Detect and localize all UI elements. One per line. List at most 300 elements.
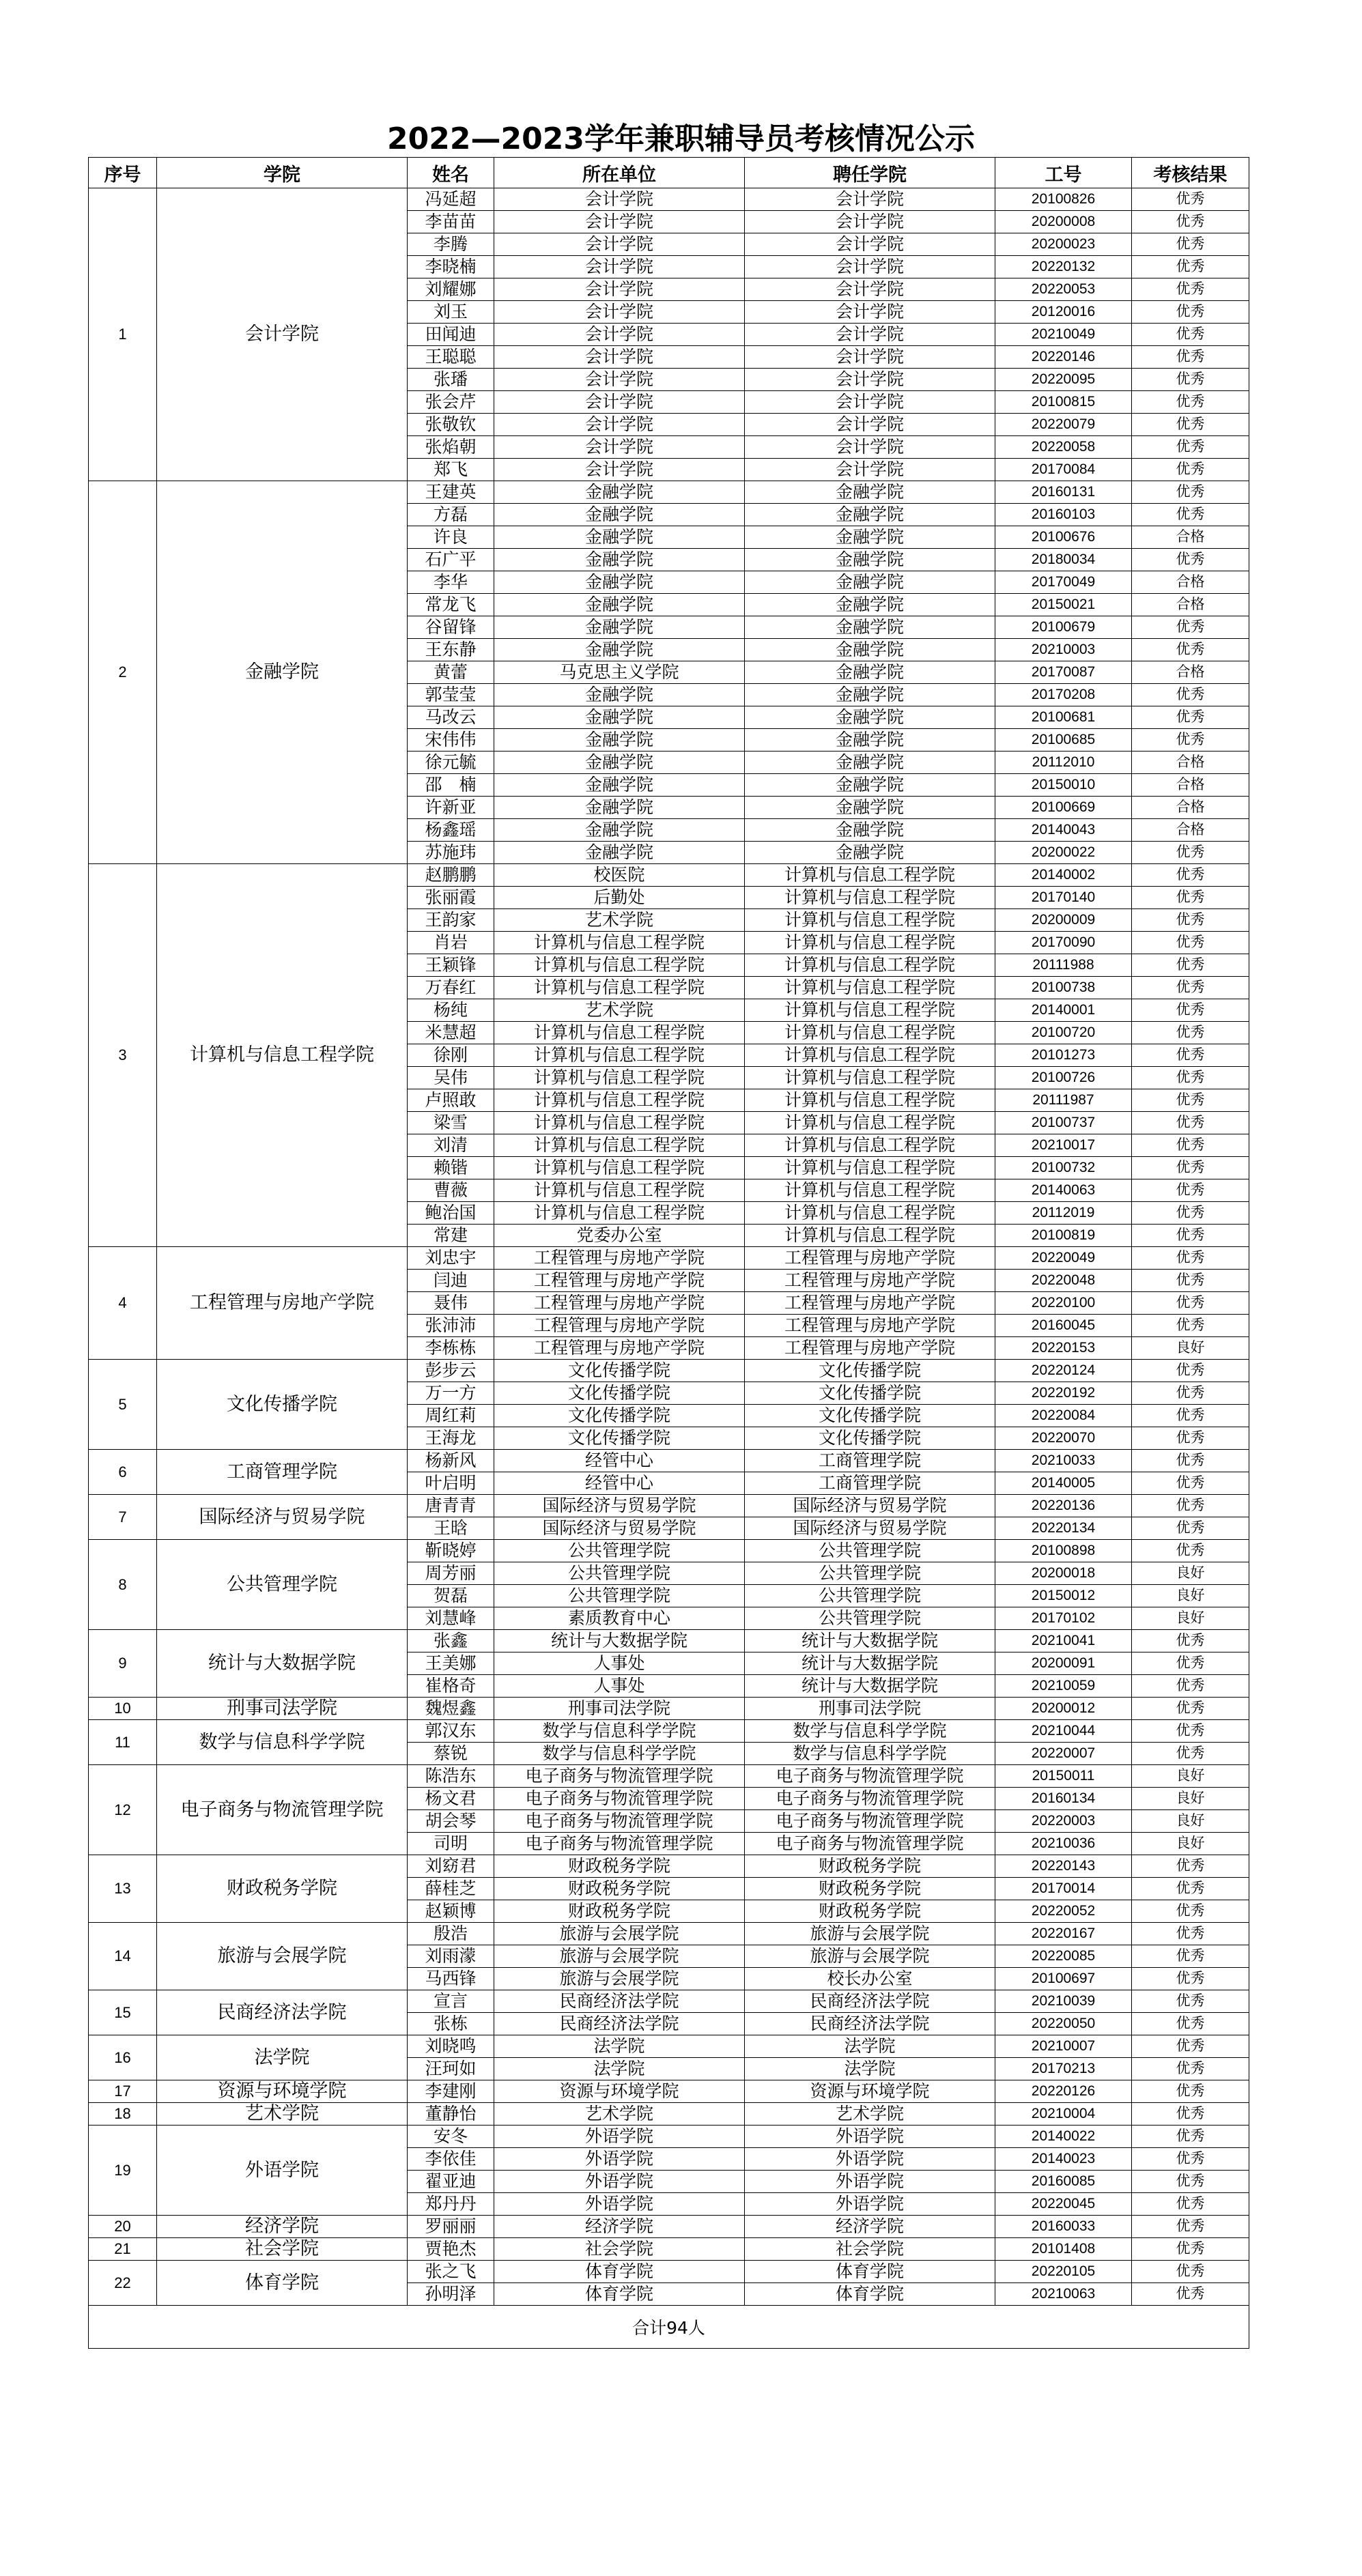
table-row [89,864,1249,887]
cell-seq: 20 [89,2216,157,2238]
cell-unit: 工程管理与房地产学院 [494,1337,745,1360]
cell-name: 苏施玮 [408,842,494,864]
cell-result: 优秀 [1132,1134,1249,1157]
cell-seq: 10 [89,1698,157,1720]
cell-result: 优秀 [1132,954,1249,977]
cell-result: 优秀 [1132,1720,1249,1743]
cell-staff-id: 20100685 [995,729,1132,752]
cell-staff-id: 20220167 [995,1923,1132,1945]
cell-unit: 统计与大数据学院 [494,1630,745,1652]
cell-name: 叶启明 [408,1472,494,1495]
cell-result: 优秀 [1132,1427,1249,1450]
cell-name: 张丽霞 [408,887,494,909]
cell-appointed-college: 计算机与信息工程学院 [745,999,995,1022]
cell-unit: 金融学院 [494,774,745,797]
cell-staff-id: 20150011 [995,1765,1132,1788]
cell-appointed-college: 统计与大数据学院 [745,1630,995,1652]
cell-appointed-college: 金融学院 [745,842,995,864]
cell-name: 董静怡 [408,2103,494,2126]
cell-name: 许新亚 [408,797,494,819]
cell-staff-id: 20210017 [995,1134,1132,1157]
cell-staff-id: 20220079 [995,414,1132,436]
cell-name: 胡会琴 [408,1810,494,1833]
cell-seq: 3 [89,864,157,1247]
table-row [89,2126,1249,2148]
cell-name: 闫迪 [408,1270,494,1292]
cell-staff-id: 20101273 [995,1044,1132,1067]
cell-name: 杨新风 [408,1450,494,1472]
cell-name: 李华 [408,571,494,594]
cell-staff-id: 20220058 [995,436,1132,459]
cell-staff-id: 20150010 [995,774,1132,797]
cell-appointed-college: 会计学院 [745,346,995,369]
cell-staff-id: 20100720 [995,1022,1132,1044]
cell-appointed-college: 金融学院 [745,549,995,571]
cell-college: 刑事司法学院 [157,1698,408,1720]
cell-appointed-college: 电子商务与物流管理学院 [745,1788,995,1810]
cell-result: 优秀 [1132,459,1249,481]
cell-appointed-college: 金融学院 [745,819,995,842]
cell-appointed-college: 计算机与信息工程学院 [745,1134,995,1157]
cell-result: 优秀 [1132,2013,1249,2035]
cell-appointed-college: 文化传播学院 [745,1360,995,1382]
cell-staff-id: 20100815 [995,391,1132,414]
cell-unit: 会计学院 [494,414,745,436]
cell-seq: 12 [89,1765,157,1855]
cell-unit: 金融学院 [494,549,745,571]
cell-name: 常龙飞 [408,594,494,616]
cell-result: 合格 [1132,797,1249,819]
cell-result: 优秀 [1132,2058,1249,2080]
cell-seq: 18 [89,2103,157,2126]
cell-unit: 计算机与信息工程学院 [494,1157,745,1179]
cell-staff-id: 20220053 [995,278,1132,301]
cell-unit: 文化传播学院 [494,1405,745,1427]
cell-appointed-college: 资源与环境学院 [745,2080,995,2103]
cell-unit: 计算机与信息工程学院 [494,1089,745,1112]
cell-result: 优秀 [1132,1517,1249,1540]
table-row [89,1765,1249,1788]
cell-staff-id: 20170084 [995,459,1132,481]
cell-appointed-college: 计算机与信息工程学院 [745,887,995,909]
cell-appointed-college: 工程管理与房地产学院 [745,1315,995,1337]
cell-result: 良好 [1132,1788,1249,1810]
cell-college: 经济学院 [157,2216,408,2238]
cell-appointed-college: 会计学院 [745,369,995,391]
cell-staff-id: 20160103 [995,504,1132,526]
table-row [89,1720,1249,1743]
cell-name: 米慧超 [408,1022,494,1044]
cell-result: 优秀 [1132,1360,1249,1382]
cell-result: 优秀 [1132,278,1249,301]
cell-result: 良好 [1132,1810,1249,1833]
cell-unit: 电子商务与物流管理学院 [494,1833,745,1855]
cell-appointed-college: 计算机与信息工程学院 [745,932,995,954]
cell-staff-id: 20112010 [995,752,1132,774]
cell-name: 张璠 [408,369,494,391]
table-row [89,2216,1249,2238]
cell-appointed-college: 金融学院 [745,616,995,639]
cell-name: 李栋栋 [408,1337,494,1360]
cell-result: 良好 [1132,1562,1249,1585]
cell-staff-id: 20140005 [995,1472,1132,1495]
cell-unit: 体育学院 [494,2261,745,2283]
cell-unit: 艺术学院 [494,2103,745,2126]
document-title: 2022—2023学年兼职辅导员考核情况公示 [387,121,975,156]
cell-staff-id: 20170140 [995,887,1132,909]
cell-staff-id: 20200012 [995,1698,1132,1720]
cell-unit: 金融学院 [494,526,745,549]
total-row [89,2306,1249,2349]
cell-name: 靳晓婷 [408,1540,494,1562]
cell-name: 刘玉 [408,301,494,324]
cell-result: 合格 [1132,661,1249,684]
cell-result: 良好 [1132,1833,1249,1855]
cell-staff-id: 20180034 [995,549,1132,571]
cell-college: 外语学院 [157,2126,408,2216]
cell-appointed-college: 计算机与信息工程学院 [745,1112,995,1134]
cell-name: 李苗苗 [408,211,494,233]
cell-result: 优秀 [1132,1315,1249,1337]
cell-appointed-college: 金融学院 [745,481,995,504]
cell-unit: 文化传播学院 [494,1427,745,1450]
cell-unit: 电子商务与物流管理学院 [494,1788,745,1810]
table-row [89,2238,1249,2261]
table-row [89,1698,1249,1720]
cell-name: 郑丹丹 [408,2193,494,2216]
cell-unit: 数学与信息科学学院 [494,1743,745,1765]
cell-staff-id: 20112019 [995,1202,1132,1225]
cell-staff-id: 20200018 [995,1562,1132,1585]
cell-appointed-college: 金融学院 [745,526,995,549]
cell-staff-id: 20220100 [995,1292,1132,1315]
cell-unit: 计算机与信息工程学院 [494,1179,745,1202]
cell-result: 优秀 [1132,1900,1249,1923]
cell-result: 优秀 [1132,2148,1249,2171]
cell-unit: 刑事司法学院 [494,1698,745,1720]
cell-staff-id: 20220095 [995,369,1132,391]
cell-college: 法学院 [157,2035,408,2080]
cell-name: 刘清 [408,1134,494,1157]
cell-unit: 旅游与会展学院 [494,1923,745,1945]
cell-appointed-college: 金融学院 [745,504,995,526]
cell-result: 优秀 [1132,932,1249,954]
cell-appointed-college: 会计学院 [745,256,995,278]
cell-result: 优秀 [1132,1878,1249,1900]
header-row [89,158,1249,188]
cell-appointed-college: 财政税务学院 [745,1878,995,1900]
cell-name: 肖岩 [408,932,494,954]
cell-appointed-college: 旅游与会展学院 [745,1923,995,1945]
cell-unit: 金融学院 [494,684,745,706]
header-unit: 所在单位 [494,158,745,188]
cell-name: 罗丽丽 [408,2216,494,2238]
cell-unit: 财政税务学院 [494,1855,745,1878]
cell-appointed-college: 会计学院 [745,188,995,211]
cell-staff-id: 20101408 [995,2238,1132,2261]
cell-college: 数学与信息科学学院 [157,1720,408,1765]
cell-appointed-college: 计算机与信息工程学院 [745,909,995,932]
cell-unit: 法学院 [494,2058,745,2080]
cell-unit: 素质教育中心 [494,1607,745,1630]
cell-name: 司明 [408,1833,494,1855]
cell-staff-id: 20170014 [995,1878,1132,1900]
cell-name: 王颖锋 [408,954,494,977]
cell-name: 翟亚迪 [408,2171,494,2193]
cell-name: 张敬钦 [408,414,494,436]
cell-name: 张会芹 [408,391,494,414]
cell-result: 优秀 [1132,346,1249,369]
cell-unit: 会计学院 [494,278,745,301]
cell-staff-id: 20210007 [995,2035,1132,2058]
cell-unit: 会计学院 [494,211,745,233]
cell-staff-id: 20140043 [995,819,1132,842]
cell-seq: 16 [89,2035,157,2080]
cell-result: 优秀 [1132,1743,1249,1765]
cell-appointed-college: 金融学院 [745,797,995,819]
cell-name: 常建 [408,1225,494,1247]
cell-name: 李晓楠 [408,256,494,278]
cell-seq: 21 [89,2238,157,2261]
cell-staff-id: 20210036 [995,1833,1132,1855]
cell-unit: 会计学院 [494,188,745,211]
cell-college: 工商管理学院 [157,1450,408,1495]
cell-unit: 金融学院 [494,616,745,639]
cell-appointed-college: 国际经济与贸易学院 [745,1517,995,1540]
cell-appointed-college: 经济学院 [745,2216,995,2238]
table-row [89,1450,1249,1472]
cell-result: 优秀 [1132,1067,1249,1089]
cell-appointed-college: 电子商务与物流管理学院 [745,1765,995,1788]
cell-appointed-college: 工程管理与房地产学院 [745,1247,995,1270]
cell-result: 优秀 [1132,2238,1249,2261]
cell-staff-id: 20220085 [995,1945,1132,1968]
table-row [89,1923,1249,1945]
header-appointed-college: 聘任学院 [745,158,995,188]
cell-name: 万一方 [408,1382,494,1405]
cell-staff-id: 20220192 [995,1382,1132,1405]
cell-staff-id: 20170208 [995,684,1132,706]
cell-appointed-college: 文化传播学院 [745,1382,995,1405]
cell-result: 优秀 [1132,1202,1249,1225]
cell-name: 魏煜鑫 [408,1698,494,1720]
cell-result: 优秀 [1132,909,1249,932]
cell-name: 赵颖博 [408,1900,494,1923]
header-result: 考核结果 [1132,158,1249,188]
cell-unit: 会计学院 [494,324,745,346]
cell-result: 优秀 [1132,639,1249,661]
cell-appointed-college: 金融学院 [745,594,995,616]
cell-unit: 计算机与信息工程学院 [494,1134,745,1157]
cell-appointed-college: 计算机与信息工程学院 [745,1225,995,1247]
cell-result: 优秀 [1132,684,1249,706]
cell-name: 安冬 [408,2126,494,2148]
cell-name: 王东静 [408,639,494,661]
cell-appointed-college: 校长办公室 [745,1968,995,1990]
cell-staff-id: 20111988 [995,954,1132,977]
cell-staff-id: 20200009 [995,909,1132,932]
cell-name: 李依佳 [408,2148,494,2171]
cell-seq: 5 [89,1360,157,1450]
cell-unit: 文化传播学院 [494,1382,745,1405]
cell-staff-id: 20220050 [995,2013,1132,2035]
table-row [89,2103,1249,2126]
cell-unit: 会计学院 [494,256,745,278]
cell-unit: 经济学院 [494,2216,745,2238]
cell-name: 薛桂芝 [408,1878,494,1900]
cell-result: 优秀 [1132,1225,1249,1247]
cell-name: 孙明泽 [408,2283,494,2306]
cell-unit: 金融学院 [494,819,745,842]
table-row [89,1247,1249,1270]
cell-unit: 校医院 [494,864,745,887]
cell-seq: 9 [89,1630,157,1698]
cell-result: 优秀 [1132,2126,1249,2148]
cell-unit: 体育学院 [494,2283,745,2306]
cell-unit: 计算机与信息工程学院 [494,954,745,977]
cell-name: 赖锴 [408,1157,494,1179]
cell-seq: 4 [89,1247,157,1360]
cell-result: 优秀 [1132,324,1249,346]
cell-appointed-college: 法学院 [745,2058,995,2080]
cell-result: 优秀 [1132,887,1249,909]
cell-appointed-college: 公共管理学院 [745,1540,995,1562]
cell-name: 张栋 [408,2013,494,2035]
cell-appointed-college: 会计学院 [745,324,995,346]
table-row [89,188,1249,211]
cell-unit: 旅游与会展学院 [494,1968,745,1990]
cell-staff-id: 20100679 [995,616,1132,639]
cell-result: 优秀 [1132,999,1249,1022]
cell-unit: 会计学院 [494,369,745,391]
cell-staff-id: 20220124 [995,1360,1132,1382]
cell-name: 刘忠宇 [408,1247,494,1270]
cell-result: 优秀 [1132,414,1249,436]
cell-appointed-college: 文化传播学院 [745,1427,995,1450]
cell-staff-id: 20210049 [995,324,1132,346]
cell-result: 优秀 [1132,1968,1249,1990]
cell-staff-id: 20210004 [995,2103,1132,2126]
cell-college: 计算机与信息工程学院 [157,864,408,1247]
cell-appointed-college: 金融学院 [745,661,995,684]
cell-college: 财政税务学院 [157,1855,408,1923]
cell-unit: 计算机与信息工程学院 [494,1022,745,1044]
cell-appointed-college: 金融学院 [745,706,995,729]
cell-college: 金融学院 [157,481,408,864]
cell-result: 优秀 [1132,436,1249,459]
cell-name: 黄蕾 [408,661,494,684]
cell-seq: 8 [89,1540,157,1630]
cell-name: 王美娜 [408,1652,494,1675]
cell-appointed-college: 工商管理学院 [745,1450,995,1472]
cell-appointed-college: 财政税务学院 [745,1855,995,1878]
cell-result: 优秀 [1132,2171,1249,2193]
cell-appointed-college: 电子商务与物流管理学院 [745,1833,995,1855]
table-row [89,2080,1249,2103]
cell-staff-id: 20220146 [995,346,1132,369]
cell-staff-id: 20100732 [995,1157,1132,1179]
cell-result: 优秀 [1132,1652,1249,1675]
cell-result: 优秀 [1132,2283,1249,2306]
cell-unit: 会计学院 [494,436,745,459]
cell-name: 贺磊 [408,1585,494,1607]
cell-result: 优秀 [1132,1179,1249,1202]
cell-unit: 财政税务学院 [494,1900,745,1923]
cell-result: 优秀 [1132,2035,1249,2058]
cell-staff-id: 20100819 [995,1225,1132,1247]
cell-staff-id: 20111987 [995,1089,1132,1112]
cell-result: 优秀 [1132,706,1249,729]
cell-unit: 电子商务与物流管理学院 [494,1765,745,1788]
cell-staff-id: 20210003 [995,639,1132,661]
cell-result: 优秀 [1132,2193,1249,2216]
cell-appointed-college: 会计学院 [745,278,995,301]
cell-staff-id: 20210033 [995,1450,1132,1472]
cell-appointed-college: 刑事司法学院 [745,1698,995,1720]
cell-college: 旅游与会展学院 [157,1923,408,1990]
cell-staff-id: 20140002 [995,864,1132,887]
cell-name: 郭莹莹 [408,684,494,706]
cell-unit: 艺术学院 [494,999,745,1022]
cell-staff-id: 20160045 [995,1315,1132,1337]
cell-appointed-college: 外语学院 [745,2148,995,2171]
cell-unit: 旅游与会展学院 [494,1945,745,1968]
header-name: 姓名 [408,158,494,188]
cell-seq: 17 [89,2080,157,2103]
cell-staff-id: 20100737 [995,1112,1132,1134]
cell-seq: 13 [89,1855,157,1923]
cell-result: 优秀 [1132,1472,1249,1495]
table-row [89,1855,1249,1878]
table-row [89,2035,1249,2058]
cell-staff-id: 20200091 [995,1652,1132,1675]
cell-name: 马改云 [408,706,494,729]
cell-result: 优秀 [1132,391,1249,414]
cell-appointed-college: 国际经济与贸易学院 [745,1495,995,1517]
cell-appointed-college: 统计与大数据学院 [745,1675,995,1698]
cell-unit: 外语学院 [494,2171,745,2193]
cell-staff-id: 20160085 [995,2171,1132,2193]
cell-appointed-college: 计算机与信息工程学院 [745,1022,995,1044]
cell-staff-id: 20100898 [995,1540,1132,1562]
cell-result: 优秀 [1132,729,1249,752]
cell-name: 周红莉 [408,1405,494,1427]
cell-appointed-college: 金融学院 [745,774,995,797]
header-seq: 序号 [89,158,157,188]
cell-result: 优秀 [1132,256,1249,278]
cell-college: 工程管理与房地产学院 [157,1247,408,1360]
cell-name: 卢照敢 [408,1089,494,1112]
cell-result: 优秀 [1132,2216,1249,2238]
cell-unit: 公共管理学院 [494,1585,745,1607]
cell-name: 贾艳杰 [408,2238,494,2261]
cell-name: 王建英 [408,481,494,504]
cell-appointed-college: 电子商务与物流管理学院 [745,1810,995,1833]
table-row [89,1360,1249,1382]
cell-seq: 14 [89,1923,157,1990]
cell-staff-id: 20160033 [995,2216,1132,2238]
cell-appointed-college: 计算机与信息工程学院 [745,1089,995,1112]
cell-unit: 外语学院 [494,2193,745,2216]
cell-result: 优秀 [1132,1089,1249,1112]
table-row [89,1495,1249,1517]
cell-staff-id: 20140001 [995,999,1132,1022]
cell-name: 宣言 [408,1990,494,2013]
cell-unit: 工程管理与房地产学院 [494,1292,745,1315]
cell-result: 良好 [1132,1607,1249,1630]
cell-appointed-college: 金融学院 [745,639,995,661]
cell-seq: 7 [89,1495,157,1540]
